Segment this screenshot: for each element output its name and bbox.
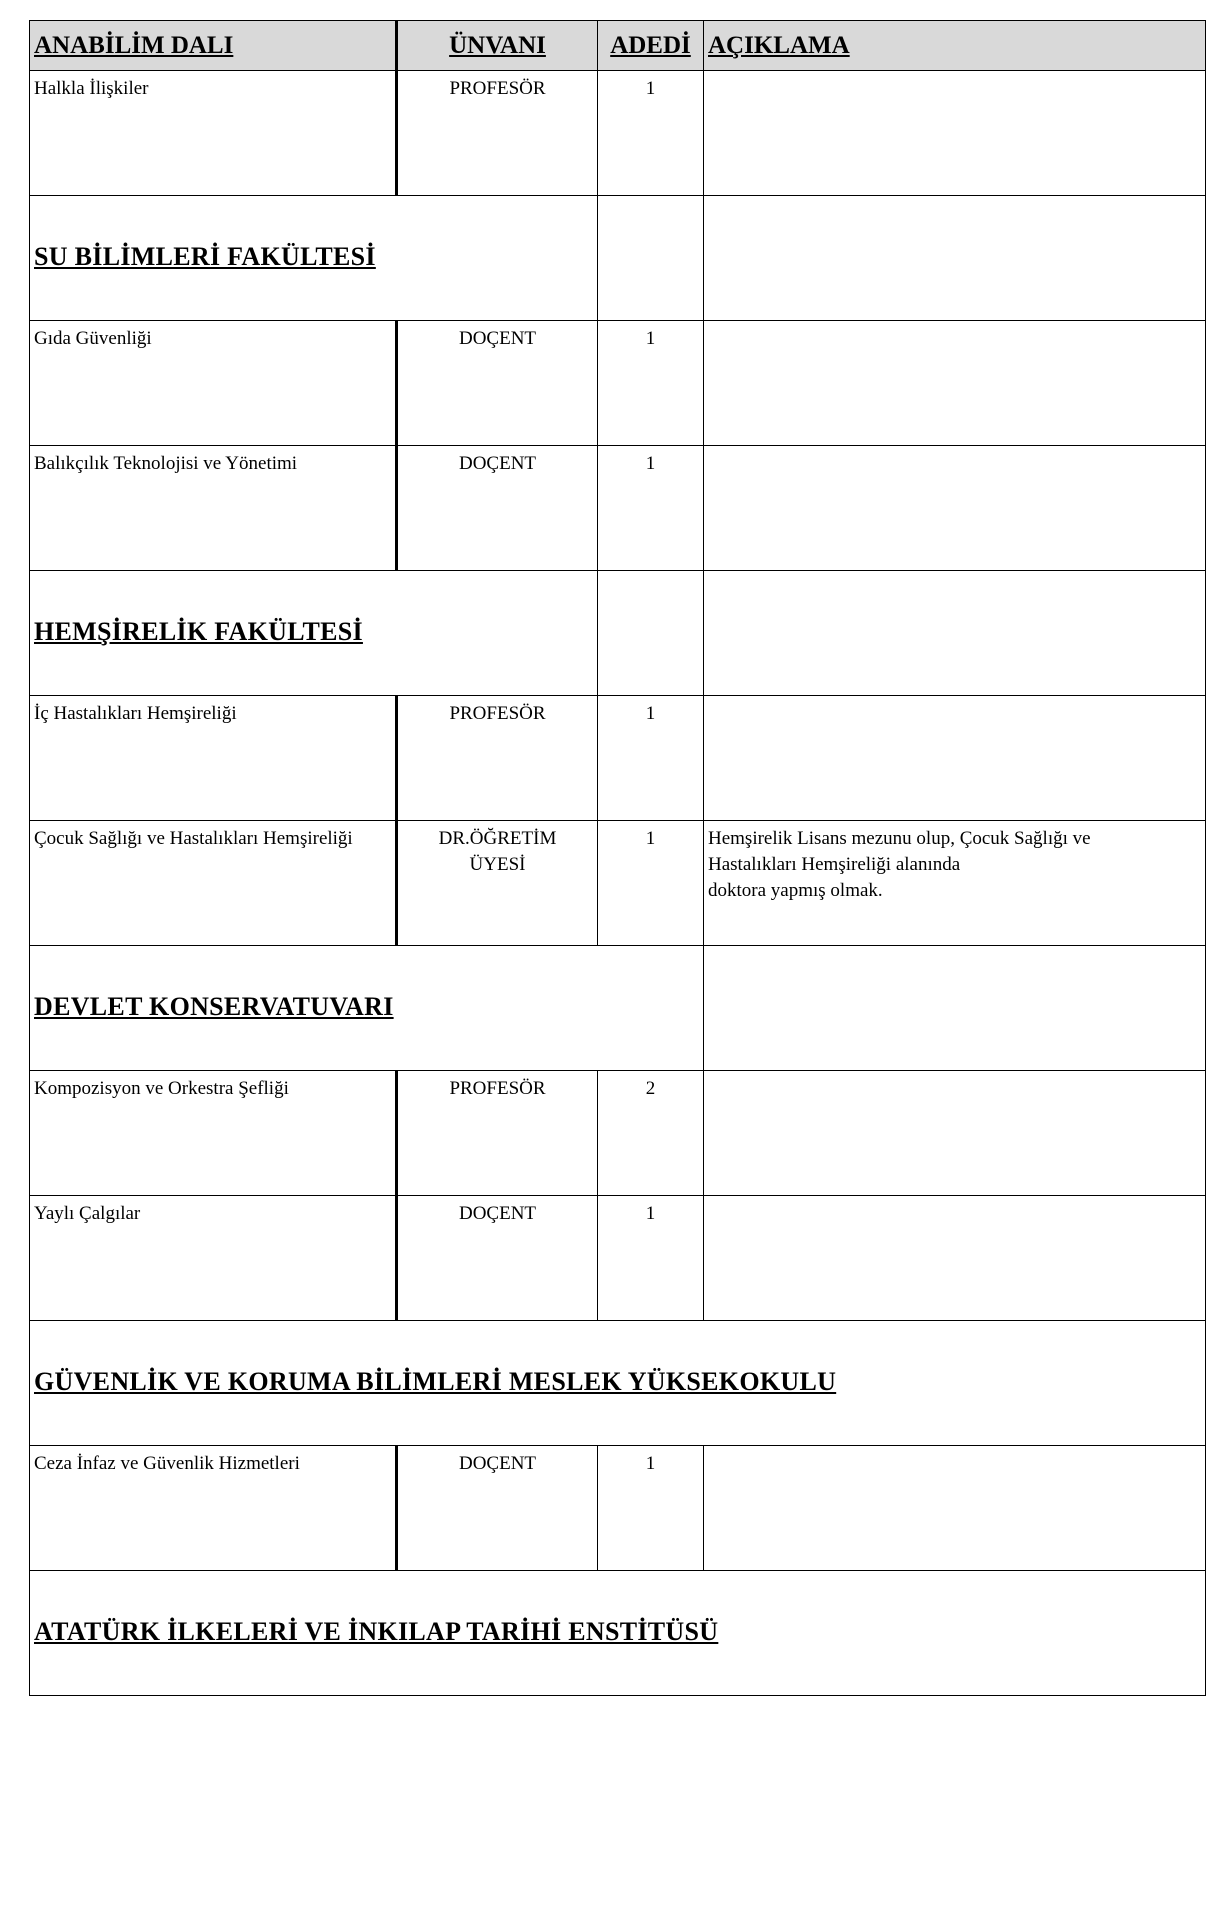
- description-cell: [704, 71, 1206, 196]
- section-row: [30, 946, 1206, 1071]
- title-cell: DOÇENT: [397, 446, 598, 571]
- section-row: [30, 196, 1206, 321]
- title-cell: PROFESÖR: [397, 1071, 598, 1196]
- table-row: [30, 446, 1206, 571]
- description-cell: [704, 196, 1206, 321]
- section-heading-cell: [30, 946, 704, 1071]
- description-cell: [704, 696, 1206, 821]
- count-cell: 1: [598, 1446, 704, 1571]
- description-cell: [704, 321, 1206, 446]
- description-cell: [704, 571, 1206, 696]
- title-cell: [397, 821, 598, 946]
- count-cell: 1: [598, 1196, 704, 1321]
- description-cell: [704, 446, 1206, 571]
- title-line: DR.ÖĞRETİM: [438, 828, 557, 849]
- department-cell: İç Hastalıkları Hemşireliği: [30, 696, 397, 821]
- title-cell: DOÇENT: [397, 321, 598, 446]
- section-heading-cell: [30, 1571, 1206, 1696]
- section-heading-cell: [30, 571, 598, 696]
- table-row: [30, 71, 1206, 196]
- table-row: [30, 1196, 1206, 1321]
- title-cell: PROFESÖR: [397, 696, 598, 821]
- count-cell: 1: [598, 821, 704, 946]
- count-cell: 1: [598, 71, 704, 196]
- department-cell: Halkla İlişkiler: [30, 71, 397, 196]
- count-cell: 1: [598, 696, 704, 821]
- section-title: HEMŞİRELİK FAKÜLTESİ: [34, 616, 363, 646]
- section-row: [30, 571, 1206, 696]
- title-cell: PROFESÖR: [397, 71, 598, 196]
- header-title: ÜNVANI: [397, 21, 598, 71]
- count-cell: 2: [598, 1071, 704, 1196]
- count-cell: [598, 196, 704, 321]
- description-line: Hemşirelik Lisans mezunu olup, Çocuk Sağlığı ve: [708, 828, 1091, 849]
- count-cell: 1: [598, 446, 704, 571]
- title-line: ÜYESİ: [469, 854, 526, 875]
- description-cell: [704, 946, 1206, 1071]
- department-cell: Kompozisyon ve Orkestra Şefliği: [30, 1071, 397, 1196]
- department-cell: Gıda Güvenliği: [30, 321, 397, 446]
- department-cell: Çocuk Sağlığı ve Hastalıkları Hemşireliği: [30, 821, 397, 946]
- section-title: DEVLET KONSERVATUVARI: [34, 991, 394, 1021]
- description-line: Hastalıkları Hemşireliği alanında: [708, 854, 961, 875]
- positions-table: [29, 20, 1206, 1696]
- table-row: [30, 321, 1206, 446]
- section-heading-cell: [30, 1321, 1206, 1446]
- section-title: SU BİLİMLERİ FAKÜLTESİ: [34, 241, 376, 271]
- section-row: [30, 1321, 1206, 1446]
- header-count: ADEDİ: [598, 21, 704, 71]
- header-description: AÇIKLAMA: [704, 21, 1206, 71]
- header-department: ANABİLİM DALI: [30, 21, 397, 71]
- description-cell: [704, 821, 1206, 946]
- description-line: doktora yapmış olmak.: [708, 880, 883, 901]
- title-cell: DOÇENT: [397, 1196, 598, 1321]
- section-title: ATATÜRK İLKELERİ VE İNKILAP TARİHİ ENSTİTÜSÜ: [34, 1616, 719, 1646]
- table-header-row: [30, 21, 1206, 71]
- count-cell: [598, 571, 704, 696]
- section-title: GÜVENLİK VE KORUMA BİLİMLERİ MESLEK YÜKSEKOKULU: [34, 1366, 837, 1396]
- table-row: [30, 821, 1206, 946]
- department-cell: Balıkçılık Teknolojisi ve Yönetimi: [30, 446, 397, 571]
- table-row: [30, 1071, 1206, 1196]
- table-row: [30, 696, 1206, 821]
- count-cell: 1: [598, 321, 704, 446]
- description-cell: [704, 1071, 1206, 1196]
- title-cell: DOÇENT: [397, 1446, 598, 1571]
- department-cell: Ceza İnfaz ve Güvenlik Hizmetleri: [30, 1446, 397, 1571]
- section-row: [30, 1571, 1206, 1696]
- description-cell: [704, 1196, 1206, 1321]
- table-row: [30, 1446, 1206, 1571]
- department-cell: Yaylı Çalgılar: [30, 1196, 397, 1321]
- section-heading-cell: [30, 196, 598, 321]
- description-cell: [704, 1446, 1206, 1571]
- staff-positions-sheet: [29, 20, 1205, 1696]
